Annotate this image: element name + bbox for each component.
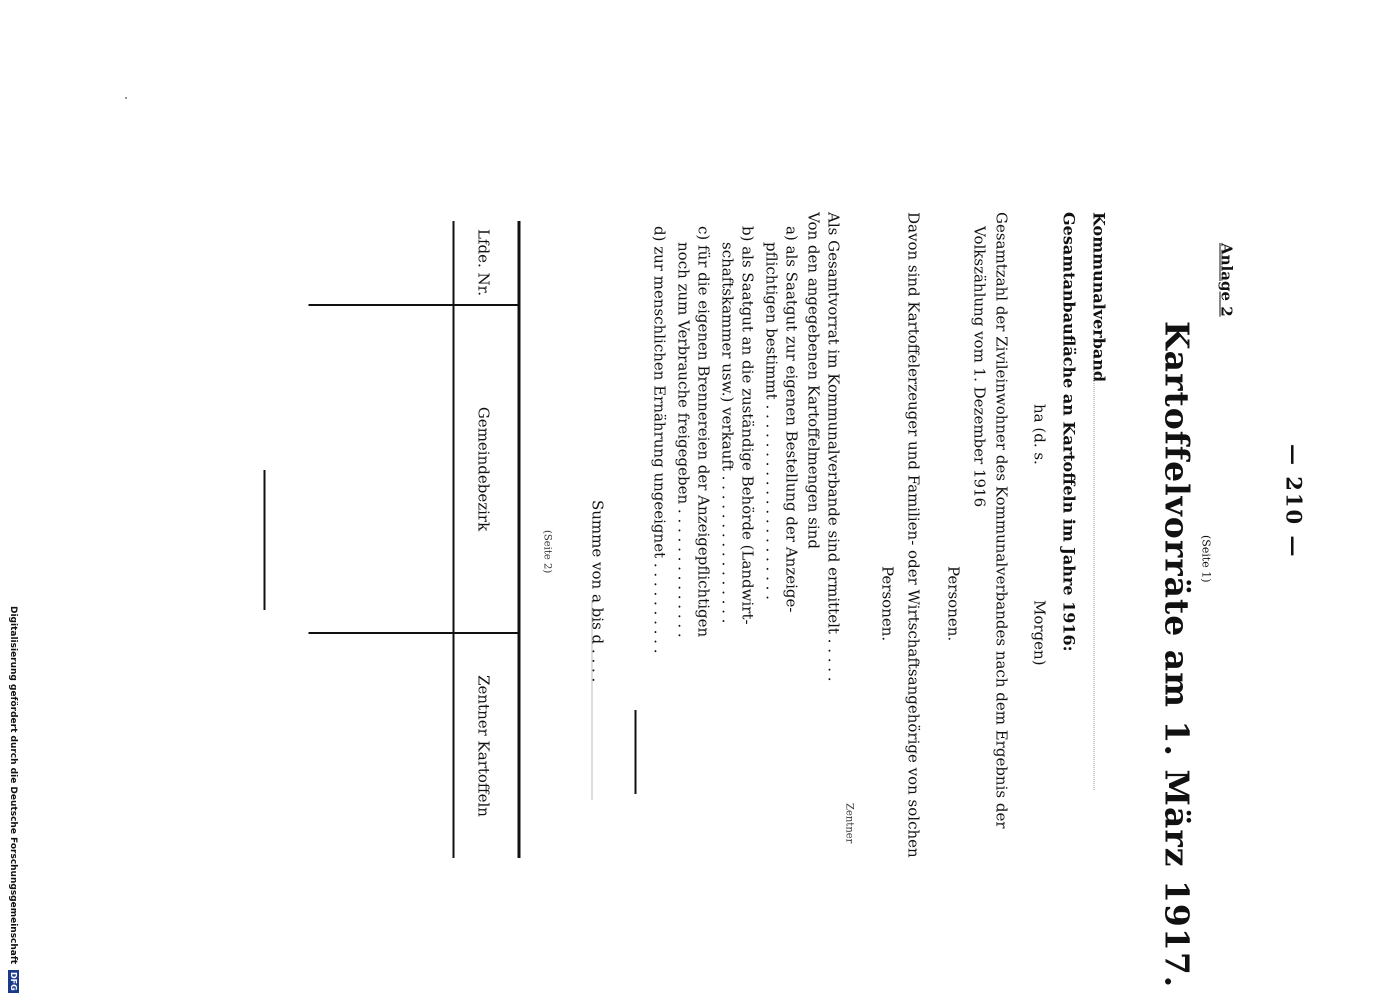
item-c-line-1: c) für die eigenen Brennereien der Anzeigepflichtigen <box>694 226 713 638</box>
item-a-line-1: a) als Saatgut zur eigenen Bestellung der Anzeige- <box>782 226 801 613</box>
total-stock-line: Als Gesamtvorrat im Kommunalverbande sind ermittelt . . . . . <box>824 212 843 682</box>
scan-speck <box>125 97 127 99</box>
table-header-nr: Lfde. Nr. <box>474 229 493 296</box>
morgen-unit: Morgen) <box>1030 600 1049 666</box>
zentner-column-label: Zentner <box>843 803 855 844</box>
detached-rule <box>264 470 266 610</box>
einwohner-line-1: Gesamtzahl der Zivileinwohner des Kommunalverbandes nach dem Ergebnis der <box>992 212 1011 829</box>
sum-rule <box>635 710 637 794</box>
dfg-credit <box>8 606 19 993</box>
ha-unit: ha (d. s. <box>1030 404 1049 465</box>
item-b-line-2: schaftskammer usw.) verkauft . . . . . . . . . . . . . . . . <box>718 242 737 624</box>
table-header-rule <box>453 221 455 858</box>
page-label-2: (Seite 2) <box>541 530 553 574</box>
table-header-zentner: Zentner Kartoffeln <box>474 675 493 817</box>
dfg-logo: DFG <box>9 972 18 991</box>
intro-line: Von den angegebenen Kartoffelmengen sind <box>804 212 823 549</box>
table-top-rule <box>518 221 521 858</box>
einwohner-line-2: Volkszählung vom 1. Dezember 1916 <box>970 226 989 508</box>
credit-text: Digitalisierung gefördert durch die Deutsche Forschungsgemeinschaft <box>8 606 18 965</box>
item-d-line-1: d) zur menschlichen Ernährung ungeeignet . . . . . . . . . . <box>650 226 669 654</box>
erzeuger-line-1: Davon sind Kartoffelerzeuger und Familien- oder Wirtschaftsangehörige von solchen <box>904 212 923 858</box>
item-c-line-2: noch zum Verbrauche freigegeben . . . . . . . . . . . . . . <box>674 242 693 638</box>
document-title: Kartoffelvorräte am 1. März 1917. <box>1157 321 1197 989</box>
kommunalverband-label: Kommunalverband <box>1089 212 1109 383</box>
item-a-line-2: pflichtigen bestimmt . . . . . . . . . . . . . . . . . . . . . <box>762 242 781 600</box>
page-number: — 210 — <box>1281 444 1307 559</box>
kommunalverband-fill <box>1094 370 1109 790</box>
sum-line: Summe von a bis d . . . . <box>588 500 607 683</box>
page-label-1: (Seite 1) <box>1199 535 1213 583</box>
personen-1: Personen. <box>944 566 963 642</box>
personen-2: Personen. <box>878 566 897 642</box>
table-header-gemeinde: Gemeindebezirk <box>474 406 493 532</box>
attachment-label: Anlage 2 <box>1217 243 1236 317</box>
anbauflaeche-label: Gesamtanbaufläche an Kartoffeln im Jahre 1916: <box>1059 212 1079 652</box>
item-b-line-1: b) als Saatgut an die zuständige Behörde (Landwirt- <box>738 226 757 625</box>
